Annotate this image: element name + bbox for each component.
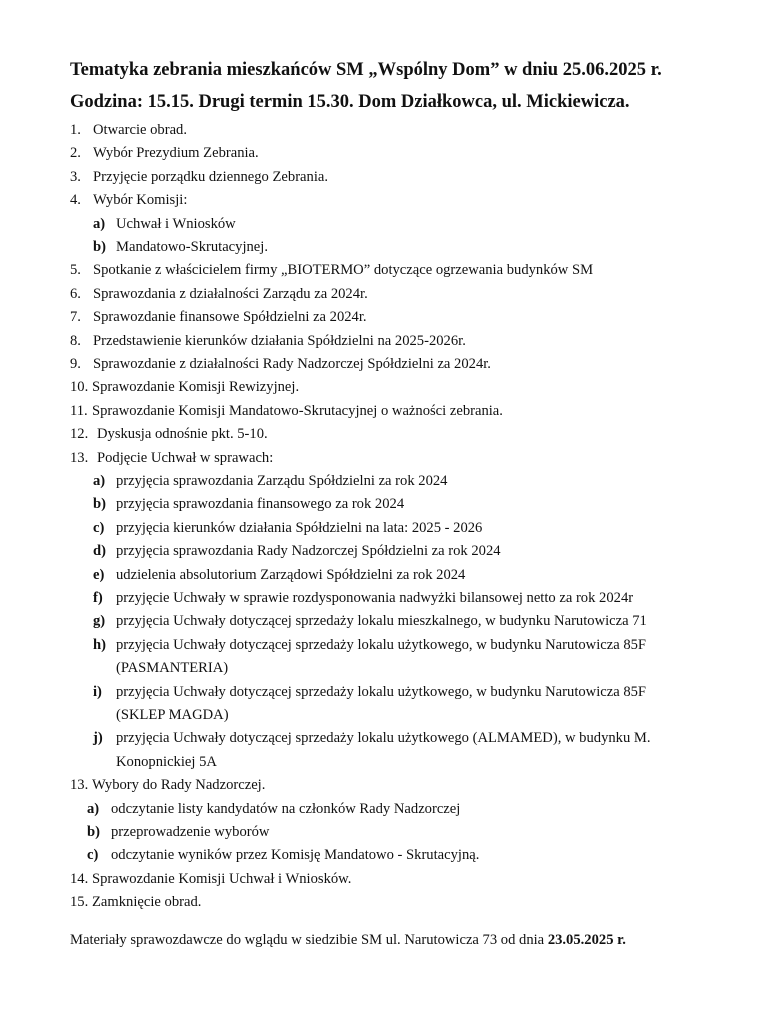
agenda-item-text: Sprawozdanie Komisji Uchwał i Wniosków.: [92, 870, 352, 887]
agenda-item-text: Dyskusja odnośnie pkt. 5-10.: [97, 426, 268, 443]
agenda-item-number: 7.: [70, 309, 81, 326]
agenda-item-text: Otwarcie obrad.: [93, 122, 188, 138]
agenda-item-text: odczytanie listy kandydatów na członków Rady Nadzorczej: [111, 800, 461, 817]
agenda-item-number: 1.: [70, 122, 81, 138]
agenda-subitem-letter: e): [93, 566, 105, 583]
agenda-item-number: 3.: [70, 168, 81, 185]
agenda-item-text: (SKLEP MAGDA): [116, 707, 229, 723]
agenda-subitem-letter: b): [93, 496, 106, 513]
footer-text: Materiały sprawozdawcze do wglądu w siedzibie SM ul. Narutowicza 73 od dnia: [70, 932, 548, 948]
agenda-subitem-letter: f): [93, 590, 103, 606]
agenda-subitem-letter: b): [87, 824, 100, 840]
agenda-item-text: odczytanie wyników przez Komisję Mandatowo - Skrutacyjną.: [111, 847, 480, 864]
agenda-item-text: Wybór Komisji:: [93, 192, 188, 209]
agenda-item-number: 2.: [70, 145, 81, 162]
agenda-subitem-letter: j): [93, 730, 103, 747]
title-line-1: Tematyka zebrania mieszkańców SM „Wspólny Dom” w dniu 25.06.2025 r.: [70, 60, 662, 80]
agenda-item-number: 6.: [70, 285, 81, 302]
agenda-subitem-letter: a): [93, 215, 106, 232]
agenda-subitem-letter: h): [93, 636, 106, 653]
agenda-item-text: Wybory do Rady Nadzorczej.: [92, 777, 266, 794]
footer-note: [70, 932, 626, 949]
agenda-item-text: przyjęcia sprawozdania Rady Nadzorczej Spółdzielni za rok 2024: [116, 543, 501, 560]
agenda-item-number: 12.: [70, 426, 89, 443]
agenda-item-text: Przyjęcie porządku dziennego Zebrania.: [93, 168, 329, 185]
agenda-item-text: przyjęcia Uchwały dotyczącej sprzedaży lokalu użytkowego, w budynku Narutowicza 85F: [116, 683, 647, 700]
agenda-item-text: Konopnickiej 5A: [116, 753, 217, 770]
footer-date: 23.05.2025 r.: [547, 932, 626, 948]
agenda-item-text: Zamknięcie obrad.: [92, 894, 202, 911]
agenda-item-text: przyjęcia kierunków działania Spółdzielni na lata: 2025 - 2026: [116, 519, 483, 536]
agenda-item-number: 11.: [70, 402, 88, 419]
agenda-item-text: przyjęcie Uchwały w sprawie rozdysponowania nadwyżki bilansowej netto za rok 2024r: [116, 590, 634, 606]
agenda-item-text: Sprawozdanie finansowe Spółdzielni za 2024r.: [93, 309, 367, 326]
agenda-item-text: Sprawozdania z działalności Zarządu za 2024r.: [93, 285, 368, 302]
agenda-item-text: przeprowadzenie wyborów: [111, 824, 270, 840]
agenda-item-number: 4.: [70, 192, 81, 209]
agenda-item-text: Wybór Prezydium Zebrania.: [93, 145, 259, 162]
agenda-item-number: 14.: [70, 870, 89, 887]
agenda-subitem-letter: a): [93, 473, 106, 489]
agenda-subitem-letter: a): [87, 800, 100, 817]
agenda-item-text: Sprawozdanie Komisji Mandatowo-Skrutacyjnej o ważności zebrania.: [92, 402, 503, 419]
agenda-subitem-letter: b): [93, 239, 106, 255]
agenda-item-text: Spotkanie z właścicielem firmy „BIOTERMO” dotyczące ogrzewania budynków SM: [93, 262, 594, 279]
agenda-item-text: Sprawozdanie Komisji Rewizyjnej.: [92, 379, 300, 396]
agenda-item-text: przyjęcia sprawozdania finansowego za rok 2024: [116, 496, 405, 513]
agenda-item-text: (PASMANTERIA): [116, 660, 229, 677]
agenda-item-text: Podjęcie Uchwał w sprawach:: [97, 449, 274, 466]
agenda-item-text: przyjęcia Uchwały dotyczącej sprzedaży lokalu użytkowego, w budynku Narutowicza 85F: [116, 636, 647, 653]
agenda-subitem-letter: c): [87, 847, 99, 864]
agenda-item-number: 15.: [70, 894, 89, 911]
agenda-subitem-letter: i): [93, 683, 102, 700]
agenda-item-number: 10.: [70, 379, 89, 396]
agenda-item-number: 8.: [70, 332, 81, 349]
agenda-item-text: przyjęcia sprawozdania Zarządu Spółdzielni za rok 2024: [116, 473, 448, 489]
agenda-subitem-letter: c): [93, 519, 105, 536]
agenda-subitem-letter: d): [93, 543, 106, 560]
agenda-item-text: Uchwał i Wniosków: [116, 215, 236, 232]
agenda-item-number: 5.: [70, 262, 81, 279]
agenda-item-number: 9.: [70, 356, 81, 372]
agenda-item-number: 13.: [70, 777, 89, 794]
agenda-item-number: 13.: [70, 449, 89, 466]
agenda-item-text: przyjęcia Uchwały dotyczącej sprzedaży lokalu mieszkalnego, w budynku Narutowicza 71: [116, 613, 647, 630]
agenda-item-text: udzielenia absolutorium Zarządowi Spółdzielni za rok 2024: [116, 566, 466, 583]
agenda-item-text: Przedstawienie kierunków działania Spółdzielni na 2025-2026r.: [93, 332, 466, 349]
agenda-item-text: Mandatowo-Skrutacyjnej.: [116, 239, 268, 255]
title-line-2: Godzina: 15.15. Drugi termin 15.30. Dom Działkowca, ul. Mickiewicza.: [70, 92, 630, 112]
agenda-item-text: przyjęcia Uchwały dotyczącej sprzedaży lokalu użytkowego (ALMAMED), w budynku M.: [116, 730, 651, 747]
agenda-subitem-letter: g): [93, 613, 106, 630]
agenda-item-text: Sprawozdanie z działalności Rady Nadzorczej Spółdzielni za 2024r.: [93, 356, 491, 372]
